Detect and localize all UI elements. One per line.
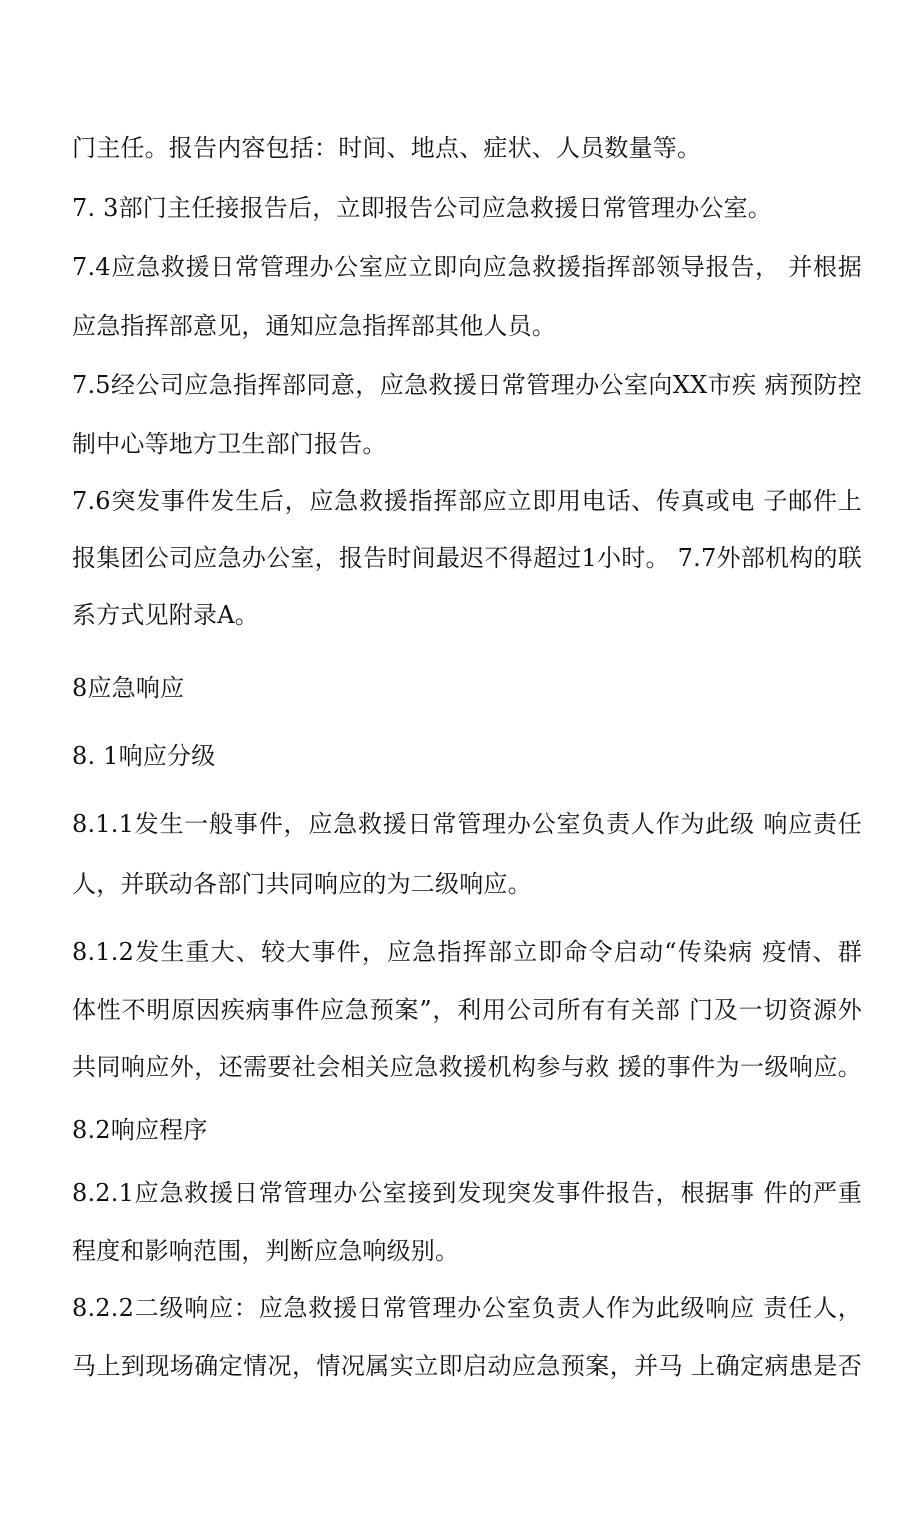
text-line: 7.6突发事件发生后，应急救援指挥部应立即用电话、传真或电 子邮件上: [72, 487, 862, 515]
text-line: 系方式见附录A。: [72, 601, 259, 629]
subsection-heading: 8. 1响应分级: [72, 742, 216, 770]
subsection-heading: 8.2响应程序: [72, 1116, 208, 1144]
text-line: 应急指挥部意见，通知应急指挥部其他人员。: [72, 312, 556, 340]
text-line: 8.1.1发生一般事件，应急救援日常管理办公室负责人作为此级 响应责任: [72, 810, 862, 838]
text-line: 程度和影响范围，判断应急响级别。: [72, 1237, 460, 1265]
text-line: 7.4应急救援日常管理办公室应立即向应急救援指挥部领导报告， 并根据: [72, 253, 862, 281]
section-heading: 8应急响应: [72, 674, 185, 702]
text-line: 报集团公司应急办公室，报告时间最迟不得超过1小时。 7.7外部机构的联: [72, 544, 862, 572]
text-line: 共同响应外，还需要社会相关应急救援机构参与救 援的事件为一级响应。: [72, 1053, 862, 1081]
text-line: 8.2.2二级响应：应急救援日常管理办公室负责人作为此级响应 责任人，: [72, 1294, 862, 1322]
text-line: 8.1.2发生重大、较大事件，应急指挥部立即命令启动“传染病 疫情、群: [72, 938, 862, 966]
text-line: 制中心等地方卫生部门报告。: [72, 430, 387, 458]
text-line: 体性不明原因疾病事件应急预案”，利用公司所有有关部 门及一切资源外: [72, 996, 862, 1024]
text-line: 7.5经公司应急指挥部同意，应急救援日常管理办公室向XX市疾 病预防控: [72, 371, 862, 399]
text-line: 人，并联动各部门共同响应的为二级响应。: [72, 870, 532, 898]
text-line: 8.2.1应急救援日常管理办公室接到发现突发事件报告，根据事 件的严重: [72, 1179, 862, 1207]
text-line: 马上到现场确定情况，情况属实立即启动应急预案，并马 上确定病患是否: [72, 1352, 862, 1380]
text-line: 门主任。报告内容包括：时间、地点、症状、人员数量等。: [72, 134, 702, 162]
text-line: 7. 3部门主任接报告后，立即报告公司应急救援日常管理办公室。: [72, 194, 772, 222]
